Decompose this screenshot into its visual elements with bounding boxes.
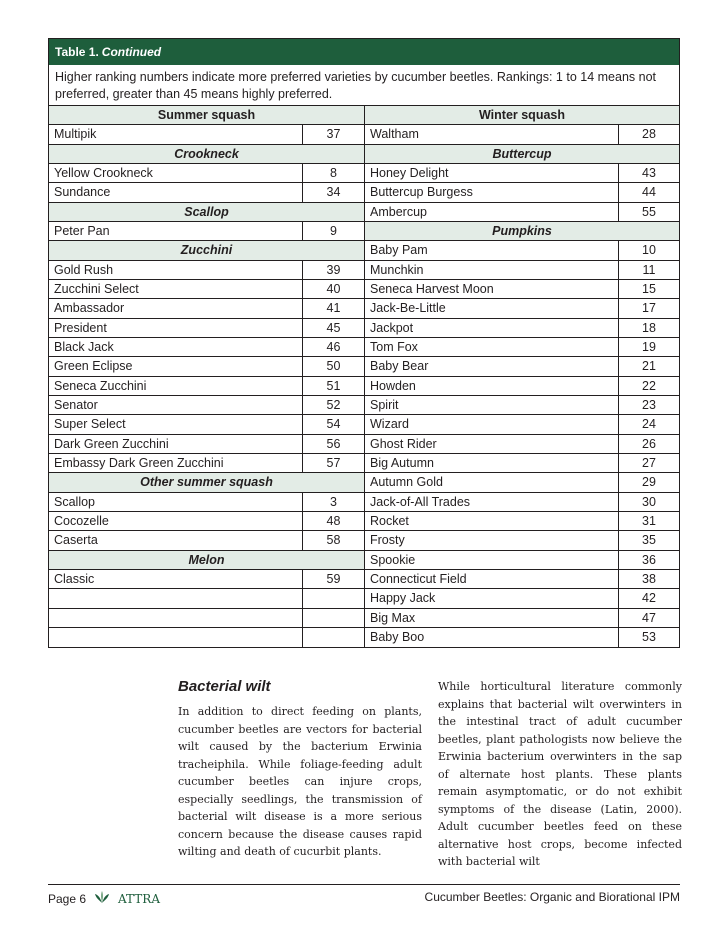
group-heading-left: Zucchini bbox=[49, 241, 365, 259]
table-row bbox=[49, 145, 679, 164]
group-heading-left: Melon bbox=[49, 551, 365, 569]
variety-rank: 42 bbox=[642, 591, 656, 606]
variety-rank: 9 bbox=[303, 222, 365, 240]
variety-rank: 58 bbox=[303, 531, 365, 549]
table-row bbox=[49, 454, 679, 473]
variety-rank: 31 bbox=[642, 513, 656, 528]
attra-leaf-logo-icon bbox=[94, 890, 110, 907]
variety-name: Senator bbox=[49, 396, 303, 414]
variety-name: Gold Rush bbox=[49, 261, 303, 279]
variety-rank: 10 bbox=[642, 243, 656, 258]
table-row bbox=[49, 164, 679, 183]
variety-name: Ambassador bbox=[49, 299, 303, 317]
variety-rank: 21 bbox=[642, 359, 656, 374]
table-row bbox=[49, 299, 679, 318]
variety-rank: 30 bbox=[642, 494, 656, 509]
footer-left bbox=[48, 890, 160, 907]
variety-rank bbox=[303, 628, 365, 647]
table-row bbox=[49, 106, 679, 125]
table-row bbox=[49, 338, 679, 357]
table-row bbox=[49, 473, 679, 492]
table-caption-continued: Continued bbox=[101, 45, 162, 59]
table-row bbox=[49, 435, 679, 454]
variety-name: Multipik bbox=[49, 125, 303, 143]
variety-rank: 50 bbox=[303, 357, 365, 375]
variety-name: Black Jack bbox=[49, 338, 303, 356]
varieties-table bbox=[48, 38, 680, 648]
variety-rank: 17 bbox=[642, 301, 656, 316]
variety-rank: 3 bbox=[303, 493, 365, 511]
table-row bbox=[49, 609, 679, 628]
variety-name: Rocket bbox=[365, 512, 619, 530]
table-caption bbox=[49, 39, 679, 65]
group-heading-right: Pumpkins bbox=[365, 222, 679, 240]
variety-rank: 28 bbox=[642, 127, 656, 142]
table-row bbox=[49, 241, 679, 260]
variety-name: Spirit bbox=[365, 396, 619, 414]
variety-rank bbox=[303, 589, 365, 607]
variety-name: President bbox=[49, 319, 303, 337]
variety-name: Embassy Dark Green Zucchini bbox=[49, 454, 303, 472]
variety-rank: 19 bbox=[642, 339, 656, 354]
table-row bbox=[49, 415, 679, 434]
variety-name: Honey Delight bbox=[365, 164, 619, 182]
table-intro: Higher ranking numbers indicate more preferred varieties by cucumber beetles. Rankings: 1 to 14 means not preferred, greater than 45 means highly preferred. bbox=[49, 65, 679, 106]
variety-name: Buttercup Burgess bbox=[365, 183, 619, 201]
variety-name: Jackpot bbox=[365, 319, 619, 337]
variety-rank: 43 bbox=[642, 165, 656, 180]
variety-rank: 56 bbox=[303, 435, 365, 453]
variety-rank: 39 bbox=[303, 261, 365, 279]
variety-rank: 40 bbox=[303, 280, 365, 298]
variety-name bbox=[49, 628, 303, 647]
table-row bbox=[49, 377, 679, 396]
variety-rank: 35 bbox=[642, 533, 656, 548]
variety-name: Classic bbox=[49, 570, 303, 588]
group-heading-left: Other summer squash bbox=[49, 473, 365, 491]
table-row bbox=[49, 493, 679, 512]
variety-name: Jack-Be-Little bbox=[365, 299, 619, 317]
variety-name: Baby Pam bbox=[365, 241, 619, 259]
table-row bbox=[49, 628, 679, 647]
variety-name bbox=[49, 609, 303, 627]
table-row bbox=[49, 125, 679, 144]
variety-name: Seneca Zucchini bbox=[49, 377, 303, 395]
brand-name: ATTRA bbox=[118, 891, 160, 906]
article-column-right: While horticultural literature commonly explains that bacterial wilt overwinters in the intestinal tract of adult cucumber beetles, plant pathologists now believe the Erwinia bacterium overwinters in the sap of alternate host plants. These plants remain asymptomatic, or do not exhibit symptoms of the disease (Latin, 2000). Adult cucumber beetles feed on these alternative host crops, become infected with bacterial wilt bbox=[438, 680, 682, 868]
variety-rank: 24 bbox=[642, 417, 656, 432]
variety-rank: 8 bbox=[303, 164, 365, 182]
section-heading: Bacterial wilt bbox=[178, 678, 271, 695]
variety-rank: 27 bbox=[642, 455, 656, 470]
table-row bbox=[49, 357, 679, 376]
variety-rank: 54 bbox=[303, 415, 365, 433]
variety-rank: 45 bbox=[303, 319, 365, 337]
variety-name: Green Eclipse bbox=[49, 357, 303, 375]
variety-name: Ghost Rider bbox=[365, 435, 619, 453]
group-heading-right: Buttercup bbox=[365, 145, 679, 163]
variety-rank: 22 bbox=[642, 378, 656, 393]
table-row bbox=[49, 531, 679, 550]
variety-name: Waltham bbox=[365, 125, 619, 143]
table-row bbox=[49, 203, 679, 222]
variety-rank: 34 bbox=[303, 183, 365, 201]
table-row bbox=[49, 551, 679, 570]
variety-rank: 51 bbox=[303, 377, 365, 395]
variety-rank: 57 bbox=[303, 454, 365, 472]
variety-rank bbox=[303, 609, 365, 627]
variety-rank: 53 bbox=[642, 629, 656, 644]
variety-name: Peter Pan bbox=[49, 222, 303, 240]
page-number: Page 6 bbox=[48, 891, 87, 906]
variety-name: Big Autumn bbox=[365, 454, 619, 472]
variety-name: Sundance bbox=[49, 183, 303, 201]
variety-name: Howden bbox=[365, 377, 619, 395]
variety-name: Scallop bbox=[49, 493, 303, 511]
variety-name: Frosty bbox=[365, 531, 619, 549]
variety-rank: 41 bbox=[303, 299, 365, 317]
variety-rank: 26 bbox=[642, 436, 656, 451]
variety-rank: 29 bbox=[642, 475, 656, 490]
variety-name: Munchkin bbox=[365, 261, 619, 279]
variety-rank: 36 bbox=[642, 552, 656, 567]
variety-rank: 15 bbox=[642, 281, 656, 296]
table-row bbox=[49, 570, 679, 589]
table-row bbox=[49, 261, 679, 280]
table-row bbox=[49, 512, 679, 531]
group-heading-right: Winter squash bbox=[365, 106, 679, 124]
variety-name: Caserta bbox=[49, 531, 303, 549]
variety-rank: 52 bbox=[303, 396, 365, 414]
variety-rank: 18 bbox=[642, 320, 656, 335]
variety-name: Jack-of-All Trades bbox=[365, 493, 619, 511]
variety-name: Tom Fox bbox=[365, 338, 619, 356]
article-column-left: In addition to direct feeding on plants, cucumber beetles are vectors for bacterial wilt caused by the bacterium Erwinia tracheiphila. While foliage-feeding adult cucumber beetles can injure crops, especially seedlings, the transmission of bacterial wilt disease is a more serious concern because the disease causes rapid wilting and death of cucurbit plants. bbox=[178, 705, 422, 858]
variety-name: Seneca Harvest Moon bbox=[365, 280, 619, 298]
variety-name: Yellow Crookneck bbox=[49, 164, 303, 182]
variety-rank: 44 bbox=[642, 185, 656, 200]
variety-name: Dark Green Zucchini bbox=[49, 435, 303, 453]
variety-rank: 38 bbox=[642, 571, 656, 586]
table-body bbox=[49, 106, 679, 647]
group-heading-left: Crookneck bbox=[49, 145, 365, 163]
variety-name: Zucchini Select bbox=[49, 280, 303, 298]
variety-rank: 59 bbox=[303, 570, 365, 588]
footer-title: Cucumber Beetles: Organic and Biorational IPM bbox=[424, 890, 680, 904]
group-heading-left: Scallop bbox=[49, 203, 365, 221]
variety-rank: 55 bbox=[642, 204, 656, 219]
variety-name: Cocozelle bbox=[49, 512, 303, 530]
variety-rank: 37 bbox=[303, 125, 365, 143]
variety-name: Spookie bbox=[365, 551, 619, 569]
variety-name: Autumn Gold bbox=[365, 473, 619, 491]
variety-rank: 46 bbox=[303, 338, 365, 356]
table-row bbox=[49, 280, 679, 299]
variety-rank: 48 bbox=[303, 512, 365, 530]
variety-rank: 11 bbox=[642, 262, 656, 277]
variety-name: Big Max bbox=[365, 609, 619, 627]
variety-name: Wizard bbox=[365, 415, 619, 433]
variety-name bbox=[49, 589, 303, 607]
variety-name: Ambercup bbox=[365, 203, 619, 221]
variety-name: Baby Bear bbox=[365, 357, 619, 375]
table-row bbox=[49, 319, 679, 338]
table-row bbox=[49, 396, 679, 415]
table-caption-label: Table 1. bbox=[55, 45, 99, 59]
group-heading-left: Summer squash bbox=[49, 106, 365, 124]
variety-name: Baby Boo bbox=[365, 628, 619, 647]
variety-rank: 47 bbox=[642, 610, 656, 625]
table-row bbox=[49, 589, 679, 608]
table-row bbox=[49, 222, 679, 241]
variety-name: Happy Jack bbox=[365, 589, 619, 607]
variety-name: Super Select bbox=[49, 415, 303, 433]
footer-rule bbox=[48, 884, 680, 885]
table-row bbox=[49, 183, 679, 202]
variety-rank: 23 bbox=[642, 397, 656, 412]
variety-name: Connecticut Field bbox=[365, 570, 619, 588]
